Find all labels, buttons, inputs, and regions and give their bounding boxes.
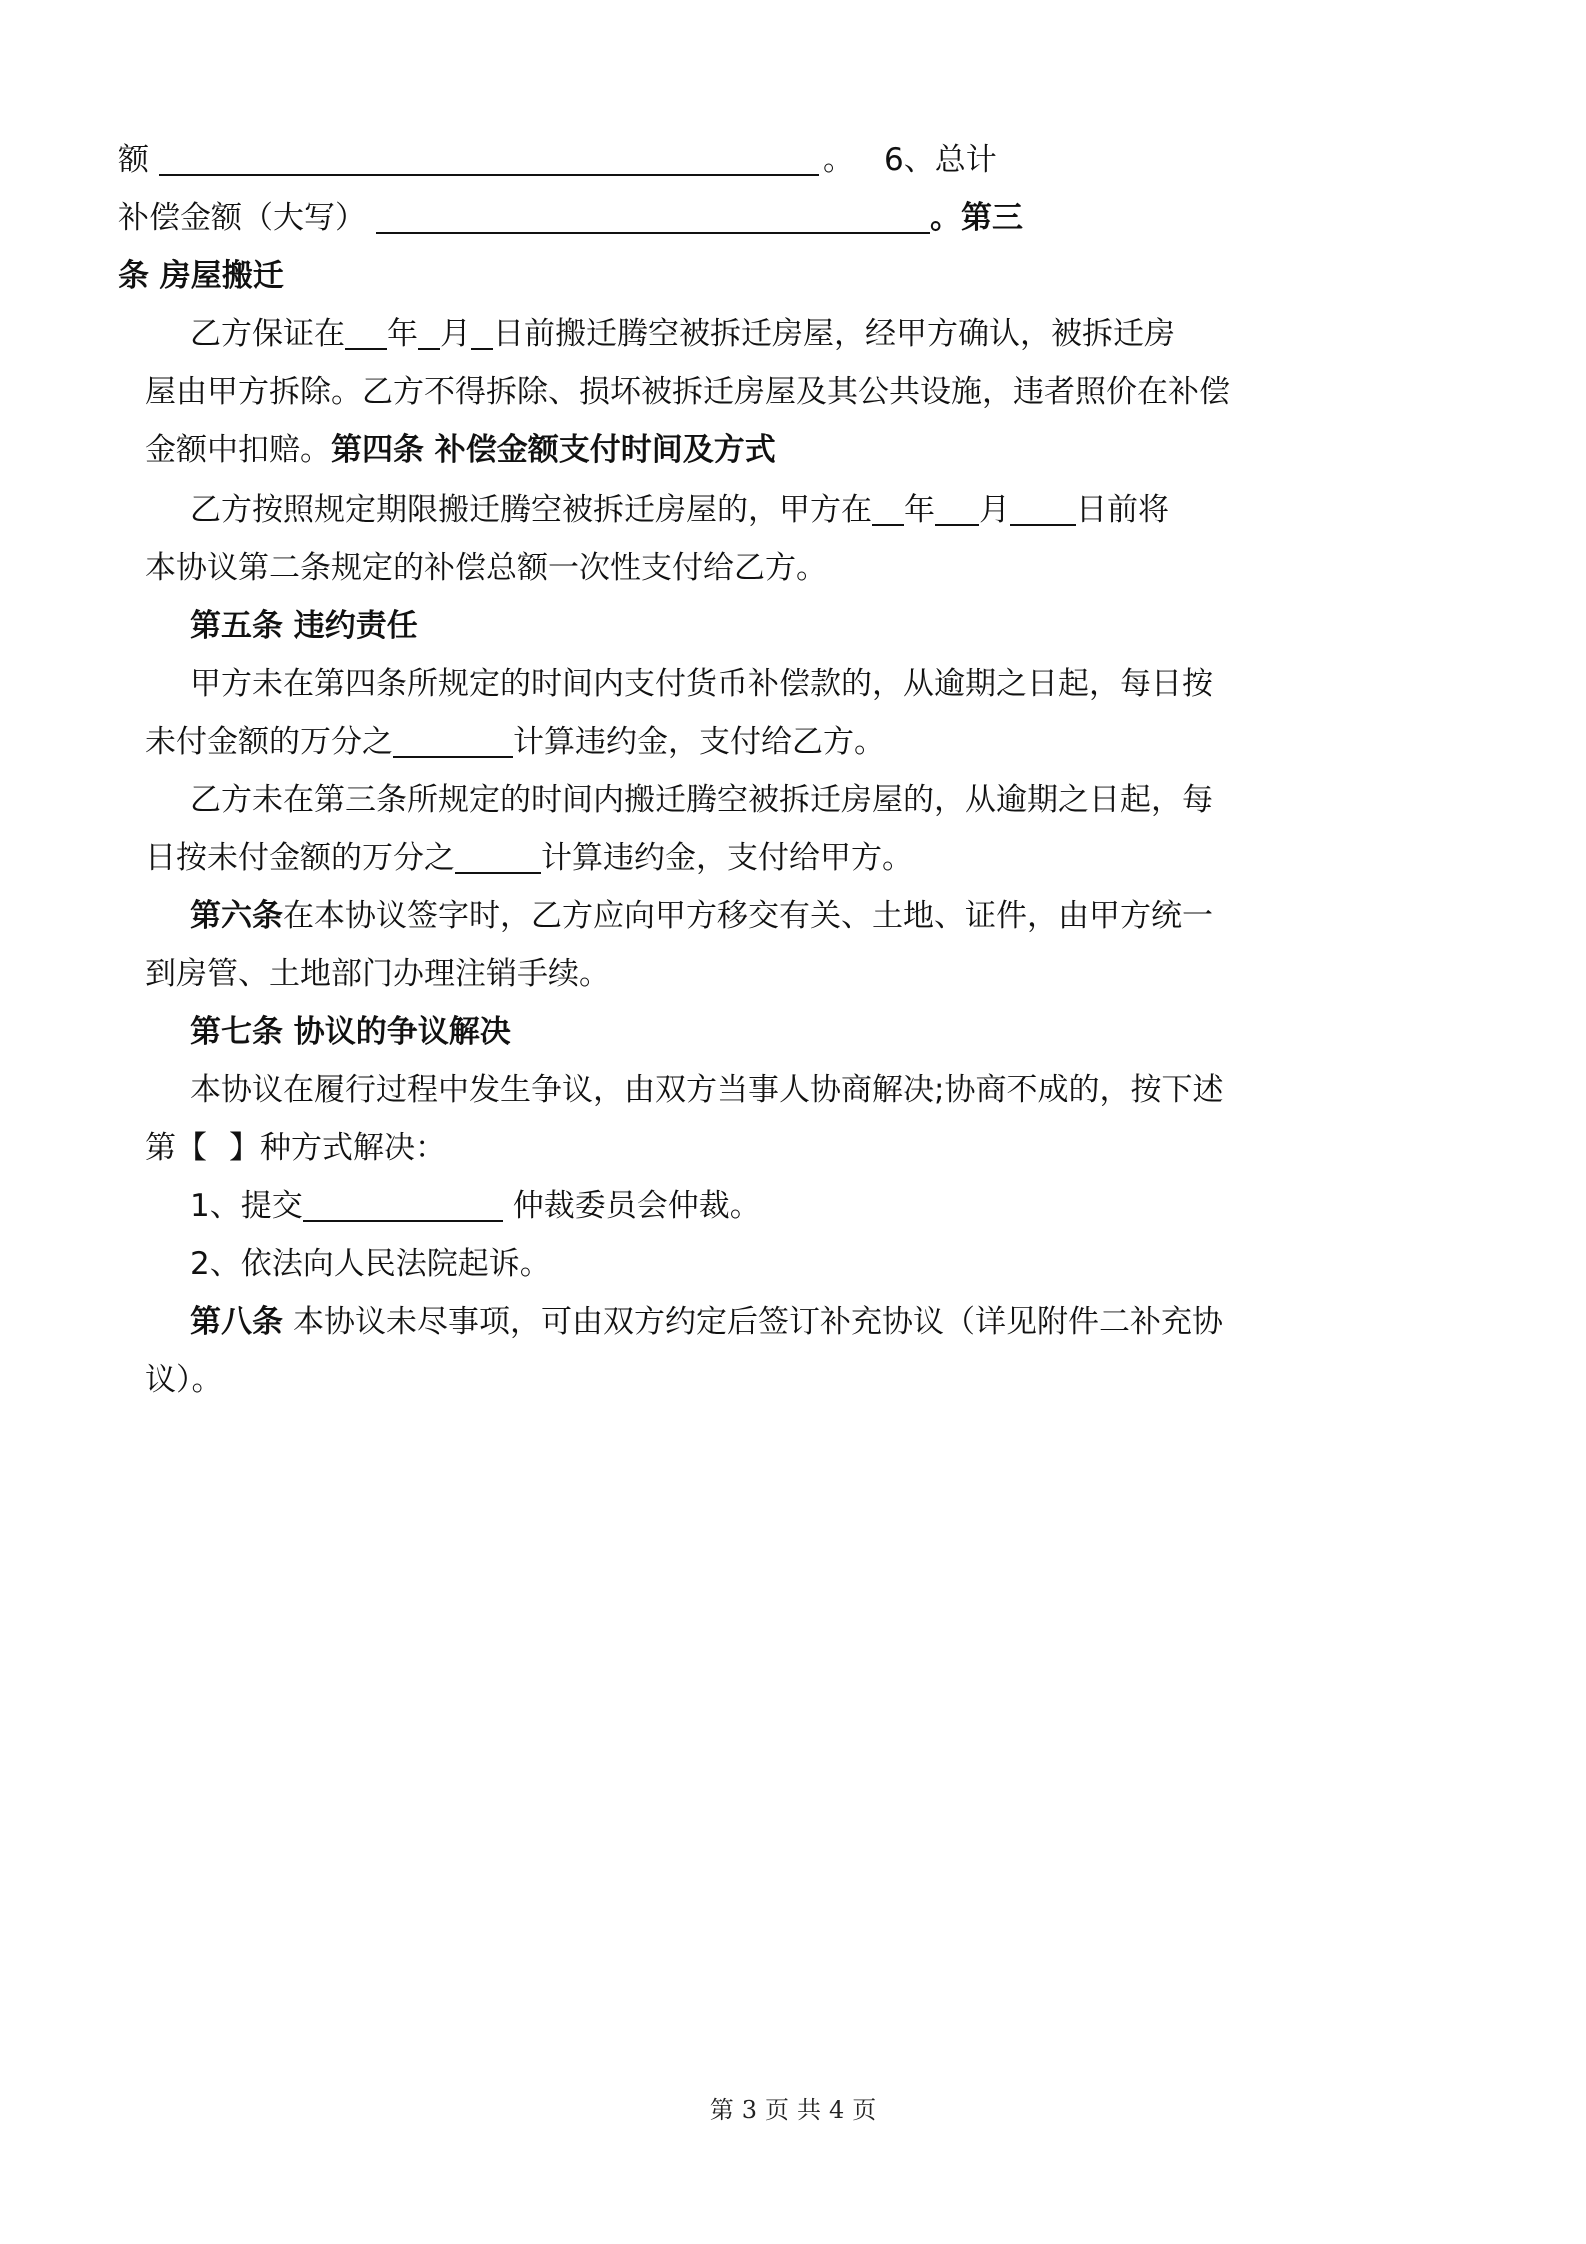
text: 月 — [440, 316, 471, 352]
text: 计算违约金，支付给乙方。 — [513, 724, 885, 760]
text: 日前搬迁腾空被拆迁房屋，经甲方确认，被拆迁房 — [493, 316, 1175, 352]
line-22 — [145, 1360, 223, 1400]
text: 。第三 — [930, 200, 1023, 236]
text: 在本协议签字时，乙方应向甲方移交有关、土地、证件，由甲方统一 — [283, 898, 1213, 934]
line-3 — [118, 256, 284, 296]
text: 年 — [904, 492, 935, 528]
article-heading: 条 房屋搬迁 — [118, 258, 284, 294]
footer-text: 页 — [765, 2096, 789, 2124]
total-pages: 4 — [829, 2096, 845, 2124]
blank-field — [376, 202, 930, 234]
text: 】种方式解决： — [229, 1130, 446, 1166]
line-10 — [190, 664, 1213, 704]
line-14 — [190, 896, 1213, 936]
article-heading: 第六条 — [190, 898, 283, 934]
page-number: 3 — [741, 2096, 757, 2124]
text: 补偿金额（大写） — [118, 200, 366, 236]
line-8 — [145, 548, 827, 588]
line-18 — [145, 1128, 446, 1168]
text: 屋由甲方拆除。乙方不得拆除、损坏被拆迁房屋及其公共设施，违者照价在补偿 — [145, 374, 1230, 410]
blank-year — [345, 318, 387, 350]
text: 金额中扣赔。 — [145, 432, 331, 468]
text: 乙方未在第三条所规定的时间内搬迁腾空被拆迁房屋的，从逾期之日起，每 — [190, 782, 1213, 818]
text: 到房管、土地部门办理注销手续。 — [145, 956, 610, 992]
article-heading: 第五条 违约责任 — [190, 608, 418, 644]
blank-month — [418, 318, 440, 350]
text: 乙方保证在 — [190, 316, 345, 352]
line-16 — [190, 1012, 511, 1052]
line-17 — [190, 1070, 1223, 1110]
text: 日按未付金额的万分之 — [145, 840, 455, 876]
blank-day — [1010, 494, 1076, 526]
article-heading: 第七条 协议的争议解决 — [190, 1014, 511, 1050]
line-19 — [190, 1186, 761, 1226]
line-13 — [145, 838, 913, 878]
text: 仲裁委员会仲裁。 — [512, 1188, 761, 1224]
text: 6、总计 — [884, 142, 997, 178]
text: 本协议第二条规定的补偿总额一次性支付给乙方。 — [145, 550, 827, 586]
line-6 — [145, 430, 776, 470]
blank-day — [471, 318, 493, 350]
text: 计算违约金，支付给甲方。 — [541, 840, 913, 876]
text: 1、提交 — [190, 1188, 303, 1224]
page-footer — [0, 2090, 1586, 2125]
footer-text: 页 — [852, 2096, 877, 2124]
text: 未付金额的万分之 — [145, 724, 393, 760]
blank-month — [935, 494, 979, 526]
blank-arbitration-commission — [303, 1190, 503, 1222]
line-2 — [118, 198, 1023, 238]
line-20 — [190, 1244, 551, 1284]
text: 。 — [823, 142, 854, 178]
text: 日前将 — [1076, 492, 1169, 528]
text: 本协议未尽事项，可由双方约定后签订补充协议（详见附件二补充协 — [293, 1304, 1223, 1340]
line-5 — [145, 372, 1230, 412]
text: 2、依法向人民法院起诉。 — [190, 1246, 551, 1282]
text: 乙方按照规定期限搬迁腾空被拆迁房屋的，甲方在 — [190, 492, 872, 528]
line-9 — [190, 606, 418, 646]
blank-year — [872, 494, 904, 526]
line-11 — [145, 722, 885, 762]
line-1 — [118, 140, 997, 180]
article-heading: 第八条 — [190, 1304, 283, 1340]
footer-text: 第 — [709, 2096, 734, 2124]
text: 年 — [387, 316, 418, 352]
blank-rate — [393, 726, 513, 758]
footer-text: 共 — [797, 2096, 821, 2124]
text: 额 — [118, 142, 149, 178]
line-21 — [190, 1302, 1223, 1342]
text: 本协议在履行过程中发生争议，由双方当事人协商解决;协商不成的，按下述 — [190, 1072, 1224, 1108]
text: 第【 — [145, 1130, 207, 1166]
line-12 — [190, 780, 1213, 820]
line-4 — [190, 314, 1175, 354]
blank-rate — [455, 842, 541, 874]
blank-field — [159, 144, 819, 176]
text: 月 — [979, 492, 1010, 528]
text: 甲方未在第四条所规定的时间内支付货币补偿款的，从逾期之日起，每日按 — [190, 666, 1213, 702]
text: 议）。 — [145, 1362, 223, 1398]
line-7 — [190, 490, 1169, 530]
article-heading: 第四条 补偿金额支付时间及方式 — [331, 432, 776, 468]
line-15 — [145, 954, 610, 994]
